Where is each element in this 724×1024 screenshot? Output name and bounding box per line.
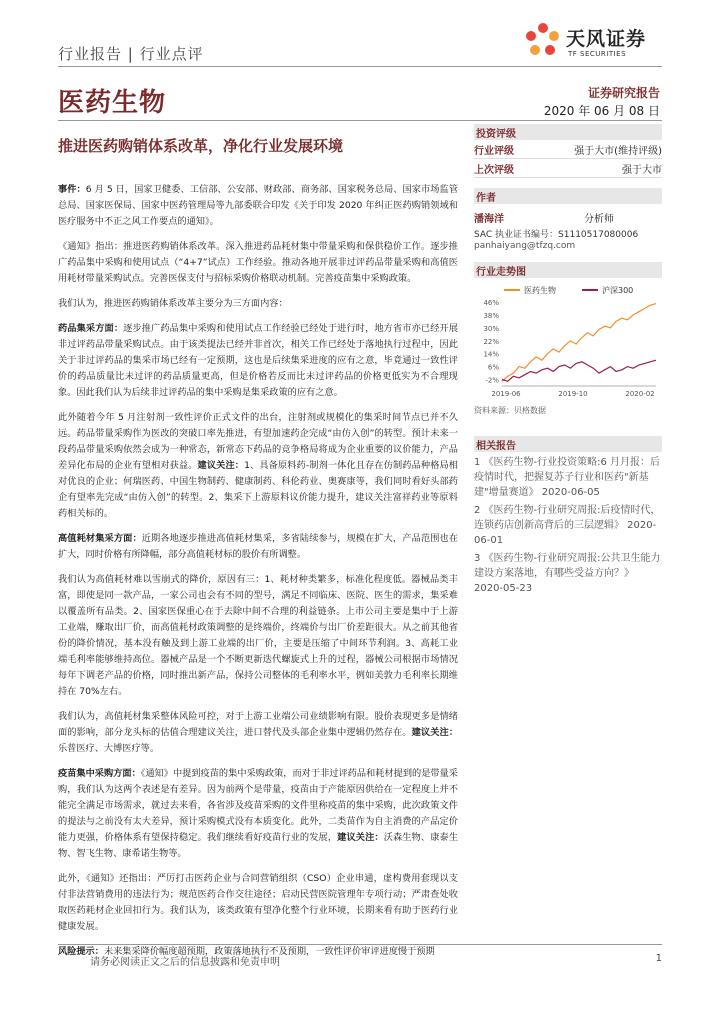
logo-petal	[526, 31, 536, 41]
event-label: 事件：	[58, 184, 86, 195]
paragraph-consumables	[58, 531, 458, 563]
legend-label: 沪深300	[602, 286, 634, 295]
logo-petal	[530, 45, 540, 55]
footer-disclaimer: 请务必阅读正文之后的信息披露和免责申明	[90, 957, 280, 968]
report-label: 证券研究报告	[587, 86, 660, 100]
page-number: 1	[655, 953, 662, 964]
related-report-link[interactable]: 2 《医药生物-行业研究周报:后疫情时代，连锁药店创新高背后的三层逻辑》 2020-06-01	[474, 505, 661, 546]
paragraph-reasons: 我们认为高值耗材难以雪崩式的降价，原因有三：1、耗材种类繁多，标准化程度低。器械品类丰富，即使是同一款产品，一家公司也会有不同的型号，满足不同临床、医院、医生的需求，集采难以覆盖所有品类。2、国家医保重心在于去除中间不合理的利益链条。上市公司主要是集中于上游工业端，赚取出厂价，而高值耗材政策调整的是终端价，终端价与出厂价差距很大。从之前其他省份的降价情况，基本没有触及到上游工业端的出厂价，主要是压缩了中间环节利润。3、高耗工业端毛利率能够维持高位。器械产品是一个不断更新迭代螺旋式上升的过程，器械公司根据市场情况每年下调老产品的价格，同时推出新产品，保持公司整体的毛利率水平，例如美敦力毛利率长期维持在 70%左右。	[58, 574, 458, 697]
risk-control-text: 我们认为，高值耗材集采整体风险可控，对于上游工业端公司业绩影响有限。股价表现更多是情绪面的影响，部分龙头标的估值合理建议关注，进口替代及头部企业集中逻辑仍然存在。	[58, 711, 458, 738]
paragraph-intro: 我们认为，推进医药购销体系改革主要分为三方面内容：	[58, 298, 288, 309]
report-headline: 推进医药购销体系改革，净化行业发展环境	[58, 137, 344, 155]
rating-title: 投资评级	[474, 124, 662, 140]
injection-suggest: 1、具备原料药-制剂一体化且存在仿制药品种格局相对优良的企业；何瑞医药、中国生物制药、健康制药、科伦药业、奥赛康等，我们同时看好头部药企有望率先完成“由仿入创”的转型。2、集采下上游原料议价能力提升，建议关注富祥药业等原料药相关标的。	[58, 460, 458, 519]
risk-control-label: 建议关注：	[411, 727, 459, 738]
author-license: SAC 执业证书编号：S1110517080006	[474, 230, 639, 240]
footer-rule	[58, 944, 662, 945]
rating-panel	[474, 124, 662, 178]
logo-petal	[545, 45, 555, 55]
rating-value: 强于大市	[622, 164, 662, 176]
rating-row	[474, 140, 662, 159]
drug-label: 药品集采方面：	[58, 323, 124, 334]
paragraph-injection	[58, 410, 458, 522]
tf-logo	[522, 20, 662, 64]
x-tick-label: 2020-02	[625, 390, 655, 398]
y-tick-label: 30%	[483, 324, 499, 333]
report-date: 2020 年 06 月 08 日	[543, 104, 660, 118]
sector-title: 医药生物	[58, 88, 167, 118]
injection-label: 建议关注：	[197, 460, 245, 471]
drug-text: 逐步推广药品集中采购和使用试点工作经验已经处于进行时，地方省市亦已经开展非过评药品带量采购试点。由于该类提法已经并非首次，相关工作已经处于落地执行过程中，因此关于非过评药品的集采市场已经有一定预期，这也是后续集采进度的应有之意，毕竟通过一致性评价的药品质量比未过评的药品质量更高，但是价格若反而比未过评药品的价格更低实为不合理现象。因此我们认为后续非过评药品的集中采购是集采政策的应有之意。	[58, 323, 459, 398]
y-tick-label: 14%	[483, 350, 499, 359]
paragraph-vaccine	[58, 766, 458, 862]
author-panel	[474, 188, 662, 251]
paragraph-event	[58, 182, 458, 230]
injection-text: 此外随着今年 5 月注射剂一致性评价正式文件的出台，注射剂或规模化的集采时间节点已并不久远。药品带量采购作为医改的突破口率先推进，有望加速药企完成“由仿入创”的转型。预计未来一段药品带量采购依然会成为一种常态，新常态下药品的竞争格局将成为企业重要的议价能力，产品差异化布局的企业有望相对获益。	[58, 412, 458, 471]
series-line	[502, 360, 656, 381]
y-tick-label: 38%	[483, 311, 499, 320]
related-panel	[474, 436, 662, 599]
y-tick-label: 46%	[483, 299, 499, 307]
rating-key: 上次评级	[474, 164, 514, 176]
author-name: 潘海洋	[474, 214, 504, 225]
y-tick-label: 22%	[483, 337, 499, 346]
trend-panel	[474, 262, 662, 416]
related-report-link[interactable]: 3 《医药生物-行业研究周报:公共卫生能力建设方案落地，有哪些受益方向？》 2020-05-23	[474, 553, 661, 594]
logo-petal	[538, 23, 548, 33]
consumables-text: 近期各地逐步推进高值耗材集采，多省陆续参与，规模在扩大，产品范围也在扩大，同时价格有所降幅，部分高值耗材标的股价有所调整。	[58, 533, 459, 560]
author-role: 分析师	[584, 214, 614, 225]
sector-rule	[58, 120, 662, 121]
y-tick-label: -2%	[485, 376, 499, 385]
risk-control-suggest: 乐普医疗、大博医疗等。	[58, 743, 160, 754]
author-row	[474, 210, 614, 225]
trend-chart	[474, 282, 662, 402]
trend-source: 资料来源：贝格数据	[474, 406, 546, 415]
header-rule	[58, 66, 662, 67]
paragraph-risk-control	[58, 709, 458, 757]
risk-label: 风险提示：	[58, 946, 104, 957]
logo-name-en: TF SECURITIES	[568, 50, 627, 58]
event-text: 6 月 5 日，国家卫健委、工信部、公安部、财政部、商务部、国家税务总局、国家市场监管总局、国家医保局、国家中医药管理局等九部委联合印发《关于印发 2020 年纠正医药购销领域和医疗服务中不正之风工作要点的通知》。	[58, 184, 459, 227]
rating-value: 强于大市(维持评级)	[574, 145, 662, 157]
related-title: 相关报告	[474, 436, 662, 452]
author-email[interactable]: panhaiyang@tfzq.com	[474, 241, 576, 251]
risk-text: 未来集采降价幅度超预期，政策落地执行不及预期，一致性评价审评进度慢于预期	[103, 946, 435, 957]
y-tick-label: 6%	[487, 363, 499, 372]
x-tick-label: 2019-06	[491, 390, 521, 398]
logo-mark-icon	[522, 20, 564, 64]
vaccine-suggest-label: 建议关注：	[337, 832, 384, 843]
x-tick-label: 2019-10	[558, 390, 588, 398]
logo-petal	[549, 31, 559, 41]
related-report-link[interactable]: 1 《医药生物-行业投资策略:6 月月报：后疫情时代，把握复苏子行业和医药"新基建"增量赛道》 2020-06-05	[474, 457, 661, 498]
paragraph-notice: 《通知》指出：推进医药购销体系改革。深入推进药品耗材集中带量采购和保供稳价工作。逐步推广药品集中采购和使用试点（“4+7”试点）工作经验。推动各地开展非过评药品带量采购和高值医用耗材带量采购试点。完善医保支付与招标采购价格联动机制。完善疫苗集中采购政策。	[58, 241, 458, 284]
trend-title: 行业走势图	[474, 262, 662, 278]
vaccine-text: 《通知》中提到疫苗的集中采购政策，而对于非过评药品和耗材提到的是带量采购，我们认为这两个表述是有差异。因为前两个是带量，疫苗由于产能原因供给在一定程度上并不能完全满足市场需求，就过去来看，各省涉及疫苗采购的文件里称疫苗的集中采购，此次政策文件的提法与之前没有太大差异，预计采购模式没有本质变化。此外，二类苗作为自主消费的产品定价能力更强，价格体系有望保持稳定。我们继续看好疫苗行业的发展，	[58, 768, 458, 843]
vaccine-suggest: 沃森生物、康泰生物、智飞生物、康希诺生物等。	[58, 832, 459, 859]
rating-row	[474, 159, 662, 178]
main-body	[58, 182, 458, 969]
rating-key: 行业评级	[474, 145, 514, 157]
paragraph-drug	[58, 321, 458, 401]
doc-type: 行业报告 | 行业点评	[58, 45, 204, 63]
paragraph-cso: 此外，《通知》还指出：严厉打击医药企业与合同营销组织（CSO）企业串通，虚构费用套现以支付非法营销费用的违法行为；规范医药合作交往途径；启动民营医院管理年专项行动；严肃查处收取医药耗材企业回扣行为。我们认为，该类政策有望净化整个行业环境，长期来看有助于医药行业健康发展。	[58, 873, 458, 932]
consumables-label: 高值耗材集采方面：	[58, 533, 142, 544]
author-title: 作者	[474, 188, 662, 204]
legend-label: 医药生物	[524, 286, 556, 295]
series-line	[502, 304, 656, 382]
vaccine-label: 疫苗集中采购方面：	[58, 768, 141, 779]
logo-name-cn: 天风证券	[566, 28, 647, 50]
